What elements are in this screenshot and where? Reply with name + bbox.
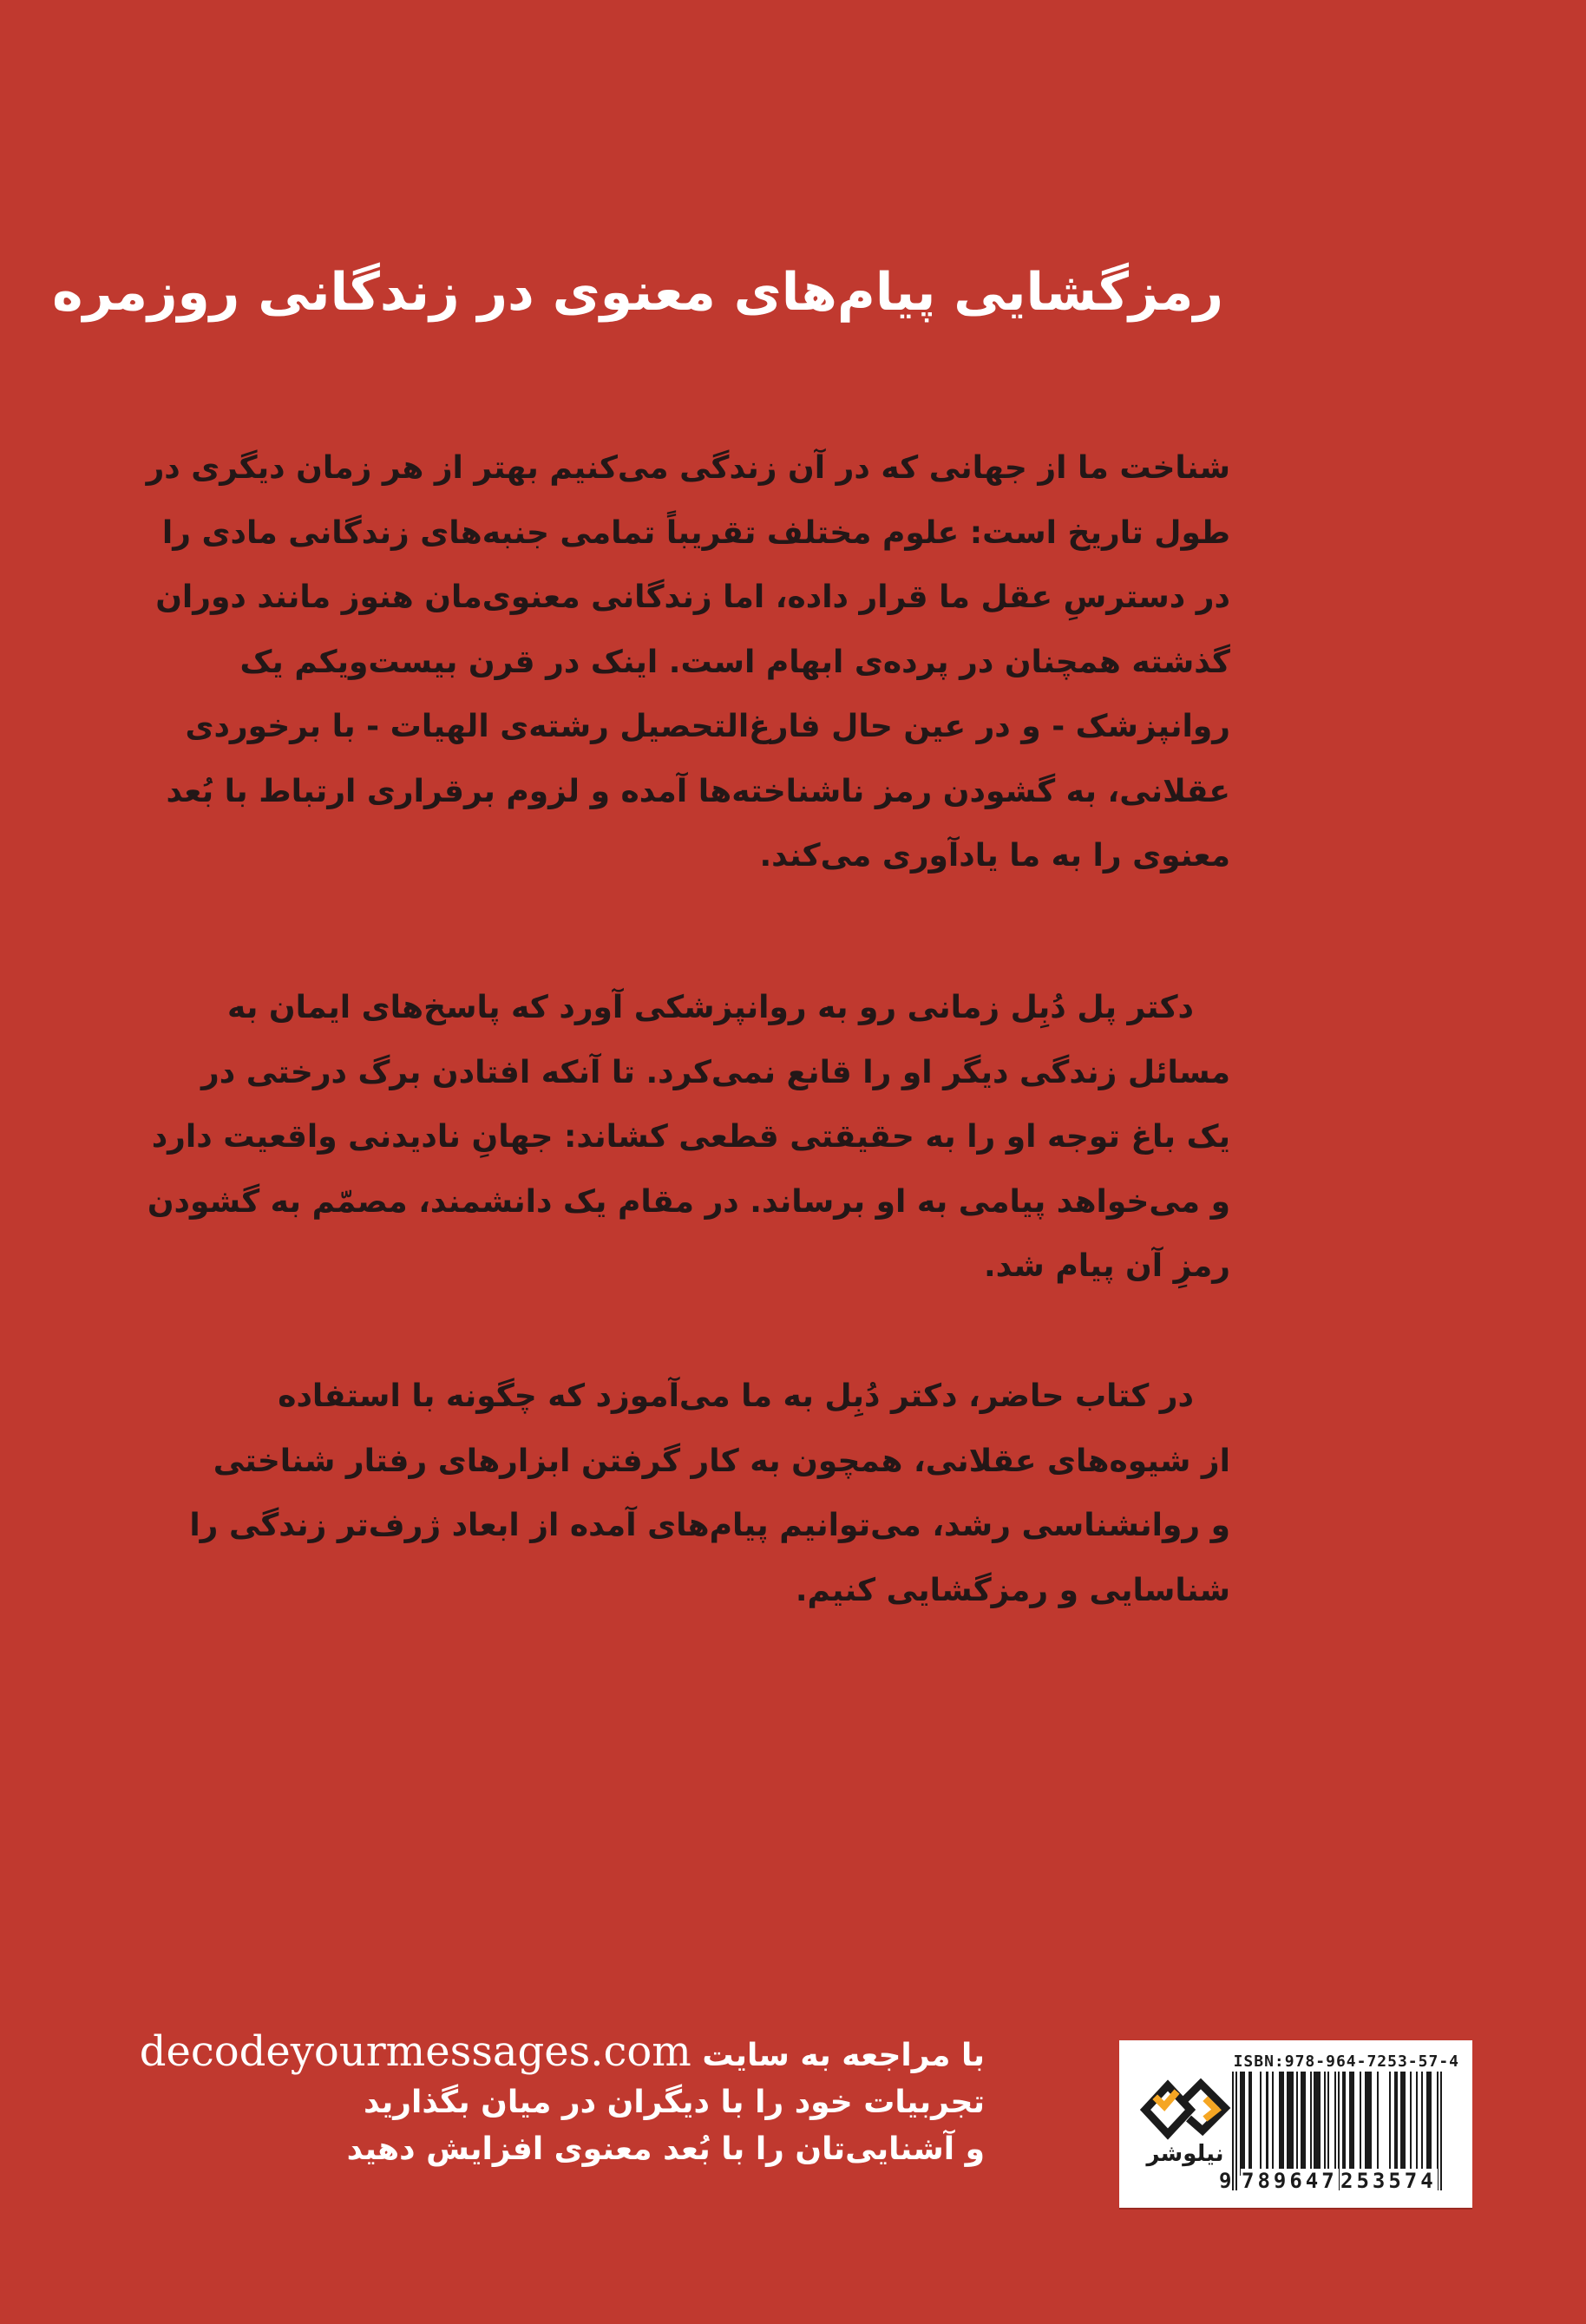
promo-line-1 [139,2027,985,2079]
barcode-digits-left: 789647 [1242,2169,1338,2193]
isbn-number: ISBN:978-964-7253-57-4 [1233,2052,1459,2071]
text-line: یک باغ توجه او را به حقیقتی قطعی کشاند: جهانِ نادیدنی واقعیت دارد [151,1119,1230,1155]
text-line: و روانشناسی رشد، می‌توانیم پیام‌های آمده از ابعاد ژرف‌تر زندگی را [189,1508,1230,1543]
isbn-barcode-box [1119,2040,1472,2208]
text-line: مسائل زندگی دیگر او را قانع نمی‌کرد. تا آنکه افتادن برگ درختی در [201,1054,1230,1090]
promo-line-2: تجربیات خود را با دیگران در میان بگذارید [363,2085,985,2120]
website-link[interactable]: decodeyourmessages.com [139,2027,691,2076]
text-line: روانپزشک - و در عین حال فارغ‌التحصیل رشته‌ی الهیات - با برخوردی [185,709,1230,744]
cover-title: رمزگشایی پیام‌های معنوی در زندگانی روزمره [52,262,1223,323]
text-line: طول تاریخ است: علوم مختلف تقریباً تمامی جنبه‌های زندگانی مادی را [161,514,1230,551]
text-line: عقلانی، به گشودن رمز ناشناخته‌ها آمده و لزوم برقراری ارتباط با بُعد [166,773,1230,809]
text-line: در کتاب حاضر، دکتر دُبِل به ما می‌آموزد که چگونه با استفاده [278,1378,1194,1414]
barcode-digits-right: 253574 [1340,2169,1437,2193]
publisher-name: نیلوشر [1146,2141,1224,2167]
text-line: گذشته همچنان در پرده‌ی ابهام است. اینک در قرن بیست‌ویکم یک [239,644,1230,680]
blurb-paragraph-3 [189,1365,1230,1623]
publisher-logo-icon [1138,2073,1232,2143]
promo-prefix: با مراجعه به سایت [702,2038,985,2073]
text-line: از شیوه‌های عقلانی، همچون به کار گرفتن ابزارهای رفتار شناختی [213,1443,1230,1479]
publisher-logo [1138,2073,1232,2182]
text-line: شناخت ما از جهانی که در آن زندگی می‌کنیم بهتر از هر زمان دیگری در [146,450,1230,486]
barcode-digit-prefix: 9 [1219,2169,1232,2193]
blurb-paragraph-2 [147,976,1230,1299]
website-promo [139,2027,985,2173]
text-line: شناسایی و رمزگشایی کنیم. [795,1572,1230,1608]
text-line: رمزِ آن پیام شد. [983,1248,1230,1284]
text-line: معنوی را به ما یادآوری می‌کند. [759,838,1230,874]
text-line: و می‌خواهد پیامی به او برساند. در مقام یک دانشمند، مصمّم به گشودن [147,1183,1230,1220]
text-line: دکتر پل دُبِل زمانی رو به روانپزشکی آورد که پاسخ‌های ایمان به [227,990,1194,1025]
promo-line-3: و آشنایی‌تان را با بُعد معنوی افزایش دهید [346,2131,985,2167]
blurb-paragraph-1 [146,436,1230,889]
text-line: در دسترسِ عقل ما قرار داده، اما زندگانی معنوی‌مان هنوز مانند دوران [155,579,1230,615]
